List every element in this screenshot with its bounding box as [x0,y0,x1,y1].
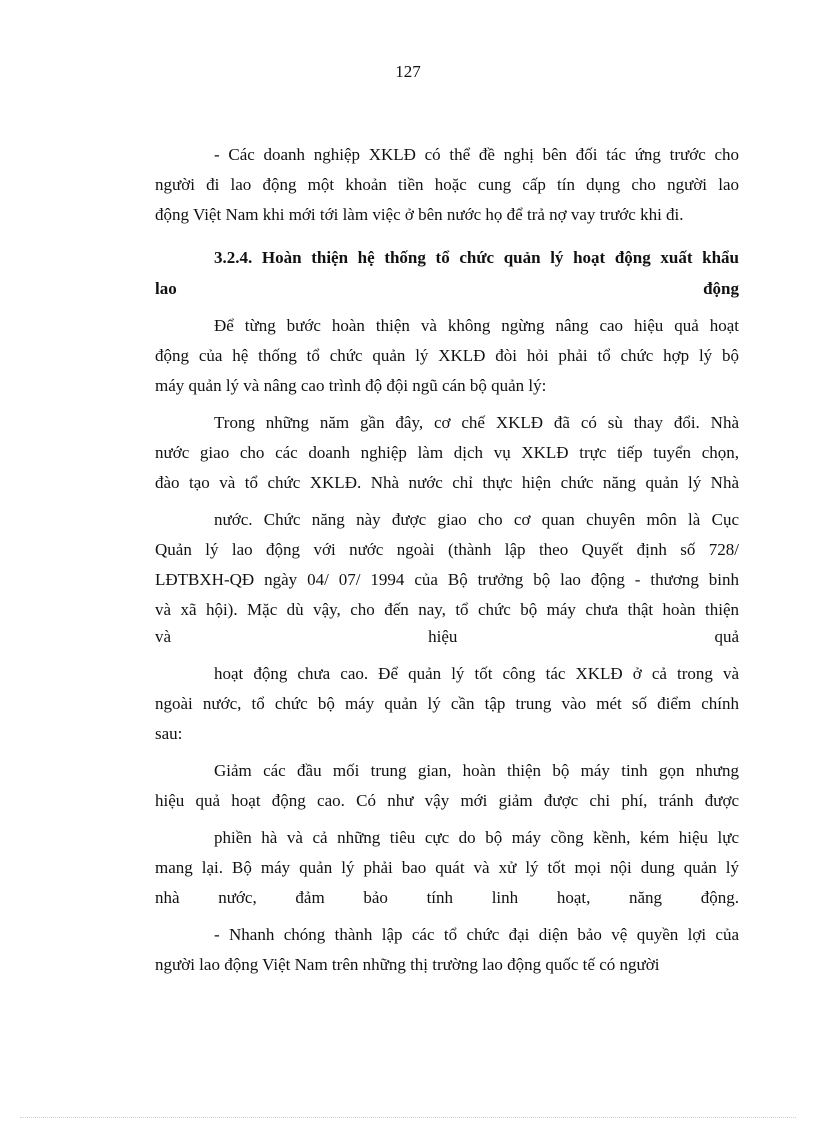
text-line: người đi lao động một khoản tiền hoặc cung cấp tín dụng cho người lao [155,175,739,194]
text-line: Trong những năm gần đây, cơ chế XKLĐ đã có sù thay đổi. Nhà [214,413,739,432]
text-line: hiệu quả hoạt động cao. Có như vậy mới giảm được chi phí, tránh được [155,791,739,810]
text-line: người lao động Việt Nam trên những thị trường lao động quốc tế có người [155,955,660,974]
page-number: 127 [395,62,421,81]
text-line: Để từng bước hoàn thiện và không ngừng nâng cao hiệu quả hoạt [214,316,739,335]
text-line: ngoài nước, tổ chức bộ máy quản lý cần tập trung vào mét số điểm chính [155,694,739,713]
text-line: và hiệu quả [155,627,739,646]
text-line: Quản lý lao động với nước ngoài (thành lập theo Quyết định số 728/ [155,540,739,559]
text-line: - Các doanh nghiệp XKLĐ có thể đề nghị bên đối tác ứng trước cho [214,145,739,164]
text-line: nước giao cho các doanh nghiệp làm dịch vụ XKLĐ trực tiếp tuyển chọn, [155,443,739,462]
text-line: - Nhanh chóng thành lập các tổ chức đại diện bảo vệ quyền lợi của [214,925,739,944]
text-line: đào tạo và tổ chức XKLĐ. Nhà nước chỉ thực hiện chức năng quản lý Nhà [155,473,739,492]
text-line: phiền hà và cả những tiêu cực do bộ máy cồng kềnh, kém hiệu lực [214,828,739,847]
text-line: sau: [155,724,183,743]
text-line: động Việt Nam khi mới tới làm việc ở bên nước họ để trả nợ vay trước khi đi. [155,205,684,224]
text-line: nhà nước, đảm bảo tính linh hoạt, năng động. [155,888,739,907]
page-bottom-divider [20,1117,796,1118]
text-line: động của hệ thống tổ chức quản lý XKLĐ đòi hỏi phải tổ chức hợp lý bộ [155,346,739,365]
section-heading: 3.2.4. Hoàn thiện hệ thống tổ chức quản lý hoạt động xuất khẩu [214,248,739,267]
text-line: nước. Chức năng này được giao cho cơ quan chuyên môn là Cục [214,510,739,529]
text-line: hoạt động chưa cao. Để quản lý tốt công tác XKLĐ ở cả trong và [214,664,739,683]
text-line: máy quản lý và nâng cao trình độ đội ngũ cán bộ quản lý: [155,376,547,395]
text-line: và xã hội). Mặc dù vậy, cho đến nay, tổ chức bộ máy chưa thật hoàn thiện [155,600,739,619]
text-line: mang lại. Bộ máy quản lý phải bao quát và xử lý tốt mọi nội dung quản lý [155,858,739,877]
text-line: Giảm các đầu mối trung gian, hoàn thiện bộ máy tinh gọn nhưng [214,761,739,780]
text-line: LĐTBXH-QĐ ngày 04/ 07/ 1994 của Bộ trưởng bộ lao động - thương binh [155,570,739,589]
section-heading-continued: lao động [155,279,739,298]
